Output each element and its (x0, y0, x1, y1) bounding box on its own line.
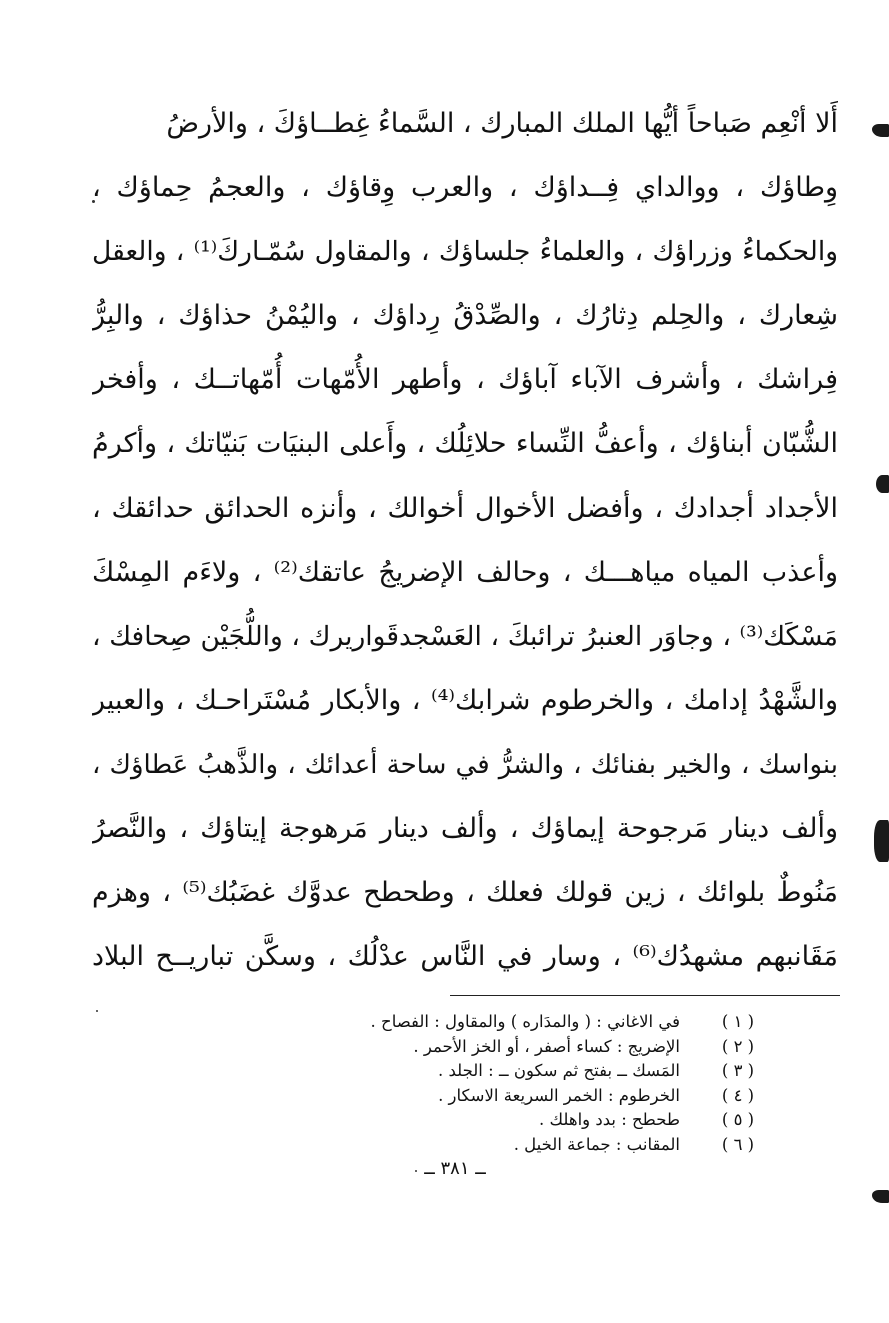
text-line: والشَّهْدُ إدامك ، والخرطوم شرابك⁽⁴⁾ ، والأبكار مُسْتَراحـك ، والعبير (92, 684, 838, 716)
footnote-text: المَسك ــ بفتح ثم سكون ــ : الجلد . (438, 1061, 680, 1080)
footnote-number: ( ٣ ) (721, 1061, 755, 1080)
footnote-text: في الاغاني : ( والمدَاره ) والمقاول : الفصاح . (370, 1012, 680, 1031)
footnote (270, 1035, 770, 1060)
footnote (270, 1108, 770, 1133)
text-line: مَقَانبهم مشهدُك⁽⁶⁾ ، وسار في النَّاس عدْلُك ، وسكَّن تباريــح البلاد (92, 941, 838, 973)
footnote-number: ( ٢ ) (721, 1036, 755, 1056)
text-line: الشُّبّان أبناؤك ، وأعفُّ النِّساء حلائِلُك ، وأَعلى البنيَات بَنيّاتك ، وأكرمُ (92, 428, 838, 460)
footnote-separator (450, 995, 840, 996)
text-line: مَسْكَك⁽³⁾ ، وجاوَر العنبرُ ترائبكَ ، العَسْجدقَواريرك ، واللُّجَيْن صِحافك ، (92, 620, 838, 652)
footnote (270, 1133, 770, 1158)
scan-edge-mark (874, 820, 889, 862)
scan-edge-mark (876, 475, 889, 493)
text-line: أَلا أنْعِم صَباحاً أيُّها الملك المبارك ، السَّماءُ غِطــاؤكَ ، والأرضُ (166, 108, 838, 139)
footnote (270, 1059, 770, 1084)
footnote-number: ( ١ ) (721, 1012, 755, 1031)
text-line: وِطاؤك ، ووالداي فِــداؤك ، والعرب وِقاؤك ، والعجمُ حِماؤك ، (92, 172, 838, 204)
footnote-number: ( ٤ ) (721, 1085, 755, 1105)
scan-edge-mark (872, 1190, 889, 1203)
scan-speck (96, 1010, 98, 1012)
footnote (270, 1010, 770, 1035)
page-number: ــ ٣٨١ ــ (424, 1158, 486, 1179)
scan-edge-mark (872, 124, 889, 137)
footnote-text: طحطح : بدد واهلك . (539, 1110, 680, 1129)
main-text (92, 92, 838, 989)
text-line: وأعذب المياه مياهـــك ، وحالف الإضريجُ عاتقك⁽²⁾ ، ولاءَم المِسْكَ (92, 556, 838, 588)
footnote-number: ( ٥ ) (721, 1110, 755, 1129)
footnote-text: المقانب : جماعة الخيل . (513, 1134, 680, 1154)
footnote-number: ( ٦ ) (721, 1134, 755, 1154)
footnote-text: الخرطوم : الخمر السريعة الاسكار . (438, 1085, 680, 1105)
text-line: فِراشك ، وأشرف الآباء آباؤك ، وأطهر الأُمّهات أُمّهاتــك ، وأفخر (92, 364, 838, 396)
text-line: مَنُوطٌ بلوائك ، زين قولك فعلك ، وطحطح عدوَّك غضَبُك⁽⁵⁾ ، وهزم (92, 877, 838, 909)
text-line: الأجداد أجدادك ، وأفضل الأخوال أخوالك ، وأنزه الحدائق حدائقك ، (92, 492, 838, 524)
footnotes (270, 1010, 770, 1157)
text-line: والحكماءُ وزراؤك ، والعلماءُ جلساؤك ، والمقاول سُمّـاركَ⁽¹⁾ ، والعقل (92, 236, 838, 268)
footnote-text: الإضريج : كساء أصفر ، أو الخز الأحمر . (413, 1036, 680, 1056)
text-line: شِعارك ، والحِلم دِثارُك ، والصِّدْقُ رِداؤك ، واليُمْنُ حذاؤك ، والبِرُّ (92, 300, 838, 332)
footnote (270, 1084, 770, 1109)
text-line: وألف دينار مَرجوحة إيماؤك ، وألف دينار مَرهوجة إيتاؤك ، والنَّصرُ (92, 813, 838, 845)
text-line: بنواسك ، والخير بفنائك ، والشرُّ في ساحة أعدائك ، والذَّهبُ عَطاؤك ، (92, 749, 838, 780)
